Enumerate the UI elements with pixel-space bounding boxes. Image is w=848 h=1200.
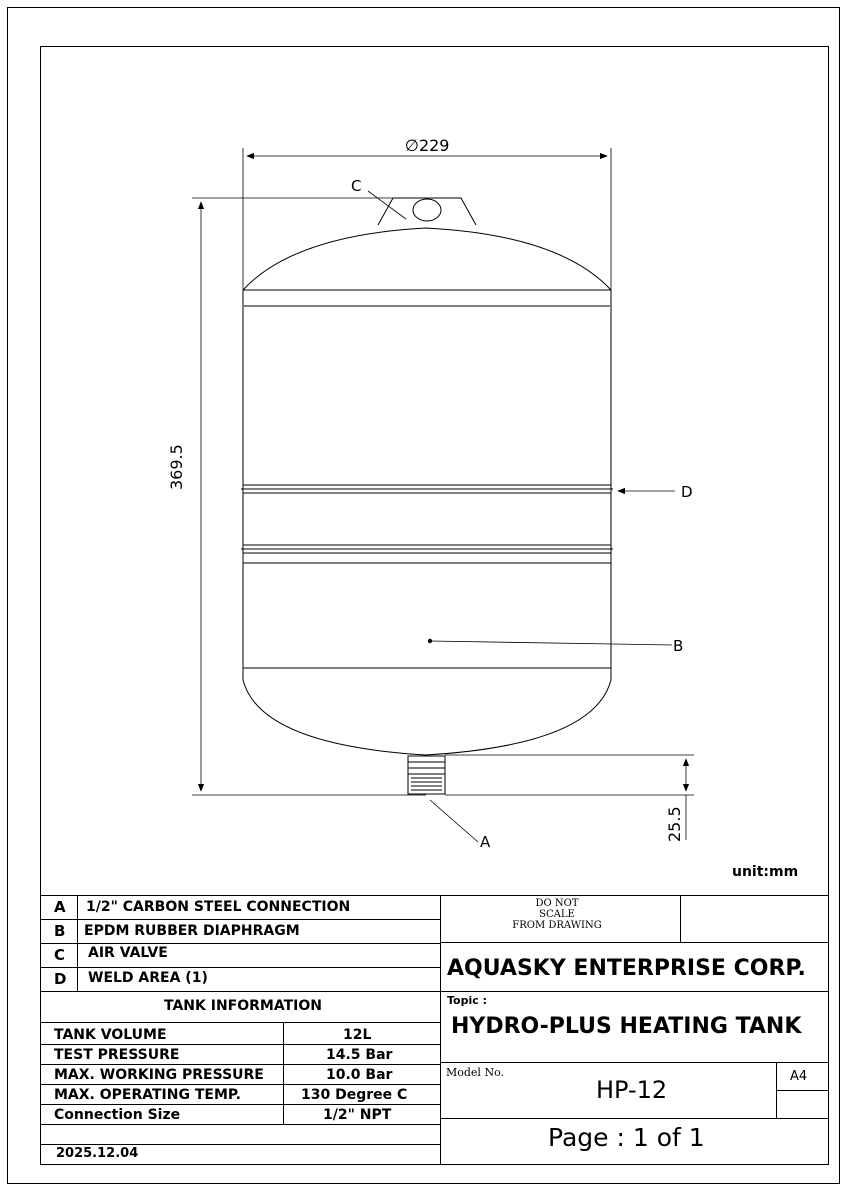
bottom-dimension: 25.5 bbox=[665, 806, 684, 842]
row-label-test-pressure: TEST PRESSURE bbox=[54, 1047, 180, 1063]
titleblock-divider bbox=[440, 895, 441, 1165]
legend-key-d: D bbox=[54, 970, 67, 988]
page-indicator: Page : 1 of 1 bbox=[548, 1123, 705, 1152]
row-label-connection: Connection Size bbox=[54, 1107, 181, 1123]
row-label-volume: TANK VOLUME bbox=[54, 1027, 167, 1043]
unit-label: unit:mm bbox=[732, 864, 799, 880]
do-not-scale-note: DO NOT SCALE FROM DRAWING bbox=[512, 898, 602, 931]
row-value-test-pressure: 14.5 Bar bbox=[326, 1047, 393, 1063]
row-value-operating-temp: 130 Degree C bbox=[301, 1087, 408, 1103]
model-label: Model No. bbox=[446, 1066, 505, 1079]
diameter-dimension: ∅229 bbox=[405, 136, 450, 155]
label-b: B bbox=[673, 637, 684, 655]
legend-text-d: WELD AREA (1) bbox=[88, 970, 208, 986]
company-name: AQUASKY ENTERPRISE CORP. bbox=[447, 956, 806, 981]
topic-title: HYDRO-PLUS HEATING TANK bbox=[451, 1014, 802, 1039]
legend-key-b: B bbox=[54, 922, 66, 940]
drawing-date: 2025.12.04 bbox=[56, 1146, 139, 1161]
legend-key-c: C bbox=[54, 946, 66, 964]
row-value-working-pressure: 10.0 Bar bbox=[326, 1067, 393, 1083]
model-number: HP-12 bbox=[596, 1076, 668, 1104]
sheet-size: A4 bbox=[790, 1069, 808, 1084]
legend-key-a: A bbox=[54, 898, 66, 916]
tank-info-title: TANK INFORMATION bbox=[164, 998, 322, 1014]
row-value-connection: 1/2" NPT bbox=[323, 1107, 392, 1123]
topic-label: Topic : bbox=[447, 994, 487, 1007]
titleblock-top bbox=[40, 895, 829, 896]
label-c: C bbox=[351, 177, 362, 195]
legend-text-b: EPDM RUBBER DIAPHRAGM bbox=[84, 923, 300, 939]
label-d: D bbox=[681, 483, 693, 501]
row-label-working-pressure: MAX. WORKING PRESSURE bbox=[54, 1067, 264, 1083]
legend-text-c: AIR VALVE bbox=[88, 945, 168, 961]
legend-text-a: 1/2" CARBON STEEL CONNECTION bbox=[86, 899, 351, 915]
label-a: A bbox=[480, 833, 491, 851]
row-value-volume: 12L bbox=[343, 1027, 372, 1043]
height-dimension: 369.5 bbox=[167, 444, 186, 490]
tank-outline bbox=[243, 228, 611, 755]
row-label-operating-temp: MAX. OPERATING TEMP. bbox=[54, 1087, 241, 1103]
